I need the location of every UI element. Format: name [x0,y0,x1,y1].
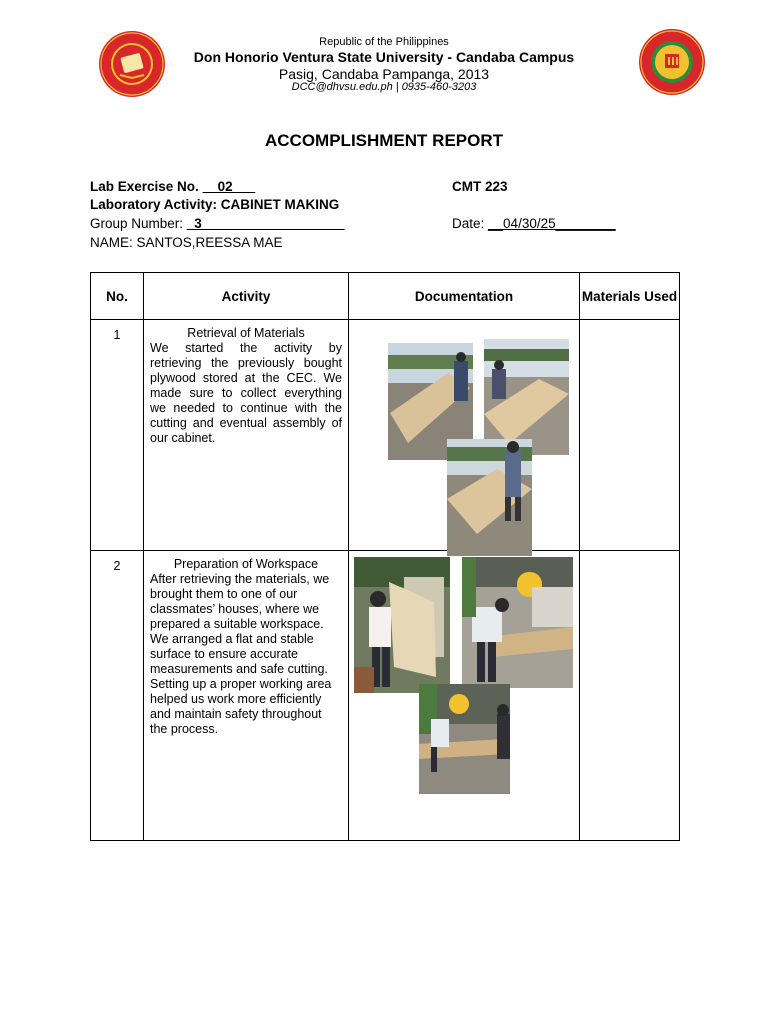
documentation-cell [349,320,580,551]
documentation-photo [484,339,569,455]
lab-activity-field [90,197,339,212]
university-name: Don Honorio Ventura State University - Candaba Campus [193,49,575,65]
lab-exercise-value: __02___ [202,179,256,194]
documentation-cell [349,551,580,841]
group-number-field [90,216,344,231]
activity-description: After retrieving the materials, we brought them to one of our classmates’ houses, where we prepared a suitable workspace. We arranged a flat and stable surface to ensure accurate measurements and safe cutting. Setting up a proper working area helped us work more efficiently and maintain safety throughout the process. [150,572,332,736]
materials-cell [580,320,680,551]
course-code: CMT 223 [452,179,508,194]
activity-cell [144,320,349,551]
activity-title: Preparation of Workspace [173,557,319,571]
row-number: 2 [91,551,144,841]
date-value: __04/30/25________ [488,216,616,231]
documentation-photo [354,557,450,693]
republic-text: Republic of the Philippines [319,36,449,48]
date-field [452,216,616,231]
table-header-row [91,273,680,320]
lab-exercise-label: Lab Exercise No. [90,179,203,194]
activity-description: We started the activity by retrieving the previously bought plywood stored at the CEC. We made sure to collect everything we needed to continue with the cutting and eventual assembly of our cabinet. [150,341,342,445]
header-documentation: Documentation [349,273,580,320]
header-activity: Activity [144,273,349,320]
materials-cell [580,551,680,841]
header-no: No. [91,273,144,320]
activity-cell [144,551,349,841]
group-number-label: Group Number: [90,216,187,231]
student-name: NAME: SANTOS,REESSA MAE [90,235,283,250]
table-row [91,320,680,551]
lab-activity-label: Laboratory Activity: [90,197,221,212]
lab-exercise-field [90,179,255,194]
university-contact: DCC@dhvsu.edu.ph | 0935-460-3203 [291,81,477,93]
activity-title: Retrieval of Materials [187,326,305,340]
documentation-photo [447,439,532,556]
header-materials: Materials Used [580,273,680,320]
lab-activity-value: CABINET MAKING [220,197,340,212]
group-number-value: _3___________________ [186,216,345,231]
report-title: ACCOMPLISHMENT REPORT [265,131,503,150]
table-row [91,551,680,841]
row-number: 1 [91,320,144,551]
documentation-photo [419,684,510,794]
documentation-photo [462,557,573,688]
university-address: Pasig, Candaba Pampanga, 2013 [278,66,490,82]
report-table [90,272,680,841]
date-label: Date: [452,216,489,231]
